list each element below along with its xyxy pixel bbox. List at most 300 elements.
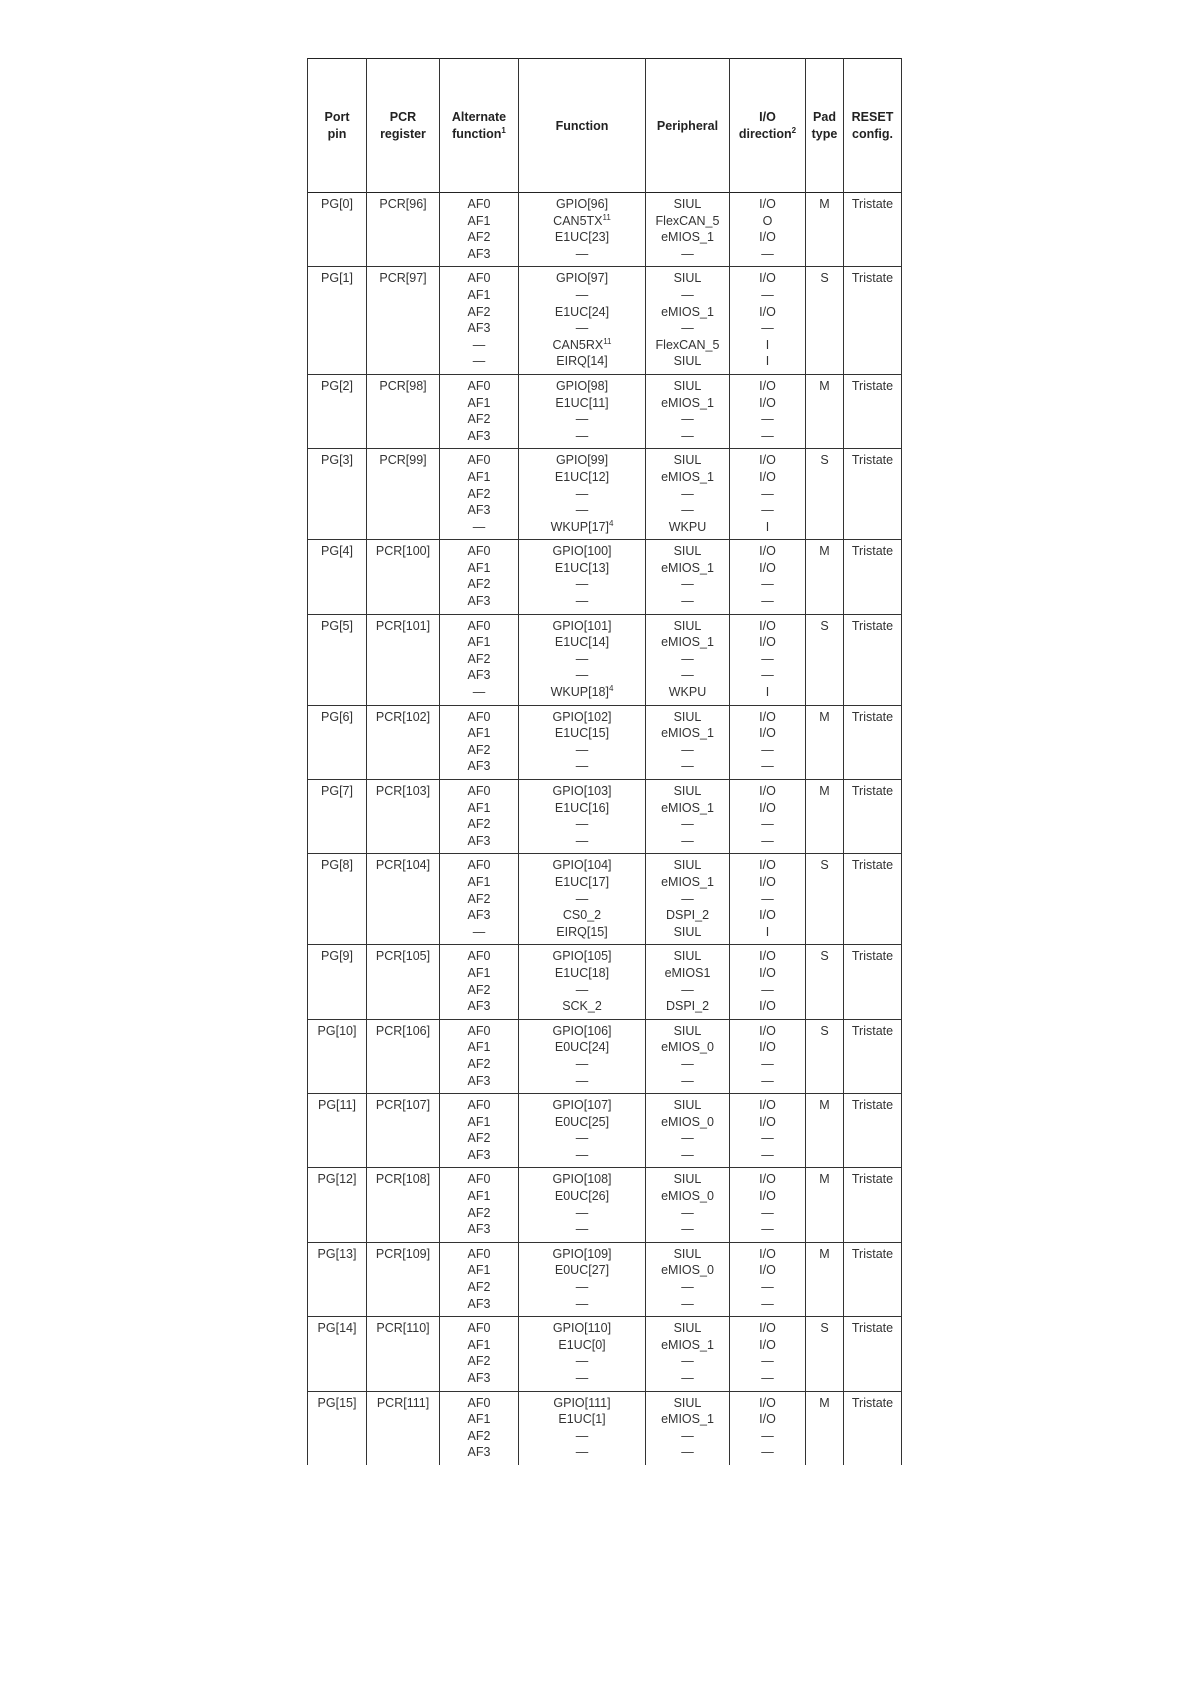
cell-peripheral-value: — [681, 594, 694, 609]
cell-function-value: — [575, 246, 589, 261]
cell-io-direction-line [730, 560, 805, 577]
cell-peripheral-value: SIUL [673, 354, 702, 369]
cell-port-pin [308, 614, 367, 705]
cell-io-direction-line [730, 1039, 805, 1056]
cell-function-value: — [575, 1445, 589, 1460]
cell-alternate-function-value: AF3 [467, 999, 491, 1014]
cell-peripheral [646, 854, 730, 945]
cell-io-direction-value: — [761, 486, 774, 501]
cell-peripheral-value: — [681, 1222, 694, 1237]
cell-peripheral-line [646, 246, 729, 263]
cell-peripheral-value: SIUL [673, 544, 702, 559]
cell-peripheral-line [646, 725, 729, 742]
cell-alternate-function-line [440, 378, 518, 395]
cell-reset-config-text: Tristate [851, 1098, 894, 1113]
cell-reset-config [844, 193, 902, 267]
cell-io-direction-line [730, 816, 805, 833]
cell-io-direction-value: — [761, 503, 774, 518]
cell-pcr-register-text: PCR[111] [376, 1395, 430, 1410]
cell-io-direction-line [730, 891, 805, 908]
cell-function-line [519, 742, 645, 759]
cell-alternate-function-value: AF3 [467, 1371, 491, 1385]
cell-io-direction-value: — [761, 1073, 774, 1088]
cell-port-pin-text: PG[6] [321, 709, 353, 724]
cell-io-direction-value: I/O [759, 908, 776, 923]
cell-io-direction-line [730, 246, 805, 263]
cell-alternate-function-line [440, 1171, 518, 1188]
cell-function-value: GPIO[98] [555, 378, 609, 393]
cell-peripheral-value: — [681, 891, 694, 906]
cell-io-direction-line [730, 1188, 805, 1205]
cell-function-line [519, 725, 645, 742]
cell-pad-type-text: M [819, 197, 830, 211]
cell-alternate-function-line [440, 1205, 518, 1222]
cell-pcr-register [367, 193, 440, 267]
cell-function-value: E1UC[14] [554, 635, 610, 650]
cell-io-direction [730, 1168, 806, 1242]
cell-alternate-function-value: AF3 [467, 759, 491, 774]
cell-function-line [519, 857, 645, 874]
cell-io-direction-line [730, 353, 805, 370]
cell-peripheral-line [646, 758, 729, 775]
cell-pad-type [806, 780, 844, 854]
cell-peripheral-line [646, 891, 729, 908]
cell-pcr-register-text: PCR[100] [375, 544, 431, 559]
cell-alternate-function-value: AF0 [467, 271, 491, 286]
cell-io-direction-line [730, 1147, 805, 1164]
cell-alternate-function-value: AF1 [467, 1337, 491, 1352]
cell-function [519, 1391, 646, 1465]
cell-peripheral-line [646, 337, 729, 354]
cell-peripheral-line [646, 229, 729, 246]
cell-io-direction-line [730, 1246, 805, 1263]
cell-alternate-function-line [440, 758, 518, 775]
cell-alternate-function-value: AF3 [467, 246, 491, 261]
cell-alternate-function [440, 705, 519, 779]
cell-function-line [519, 618, 645, 635]
header-dir-footnote: 2 [791, 125, 797, 135]
cell-io-direction-line [730, 320, 805, 337]
cell-alternate-function-line [440, 618, 518, 635]
cell-alternate-function-value: AF2 [467, 1428, 491, 1443]
cell-alternate-function-line [440, 667, 518, 684]
cell-peripheral-line [646, 213, 729, 230]
cell-port-pin [308, 945, 367, 1019]
cell-peripheral-value: DSPI_2 [665, 908, 710, 923]
cell-peripheral-value: SIUL [673, 453, 702, 468]
cell-peripheral-value: WKPU [668, 519, 707, 534]
cell-io-direction-line [730, 213, 805, 230]
cell-peripheral-line [646, 428, 729, 445]
cell-function-value: WKUP[18] [550, 685, 609, 700]
cell-io-direction [730, 449, 806, 540]
table-row [308, 854, 902, 945]
cell-pad-type [806, 1242, 844, 1316]
cell-reset-config [844, 780, 902, 854]
cell-alternate-function-line [440, 287, 518, 304]
cell-peripheral-value: — [681, 287, 694, 302]
cell-alternate-function-value: AF1 [467, 874, 491, 889]
cell-pad-type-text: M [819, 544, 830, 559]
cell-peripheral-line [646, 304, 729, 321]
cell-io-direction-line [730, 833, 805, 850]
cell-pcr-register [367, 614, 440, 705]
cell-peripheral-value: FlexCAN_5 [655, 337, 720, 352]
cell-reset-config [844, 1019, 902, 1093]
cell-alternate-function-line [440, 1262, 518, 1279]
cell-function-line [519, 998, 645, 1015]
cell-io-direction-line [730, 1411, 805, 1428]
cell-pad-type [806, 193, 844, 267]
cell-alternate-function-value: — [472, 924, 486, 939]
cell-io-direction-value: I/O [759, 1395, 776, 1410]
cell-function-value: GPIO[101] [552, 618, 612, 633]
cell-reset-config [844, 449, 902, 540]
cell-peripheral-line [646, 982, 729, 999]
cell-function-value: — [575, 742, 589, 757]
cell-alternate-function-line [440, 1097, 518, 1114]
cell-io-direction-line [730, 593, 805, 610]
cell-alternate-function-value: AF2 [467, 412, 491, 427]
cell-alternate-function-value: AF0 [467, 618, 491, 633]
cell-alternate-function-line [440, 907, 518, 924]
cell-alternate-function-line [440, 452, 518, 469]
cell-peripheral-value: SIUL [673, 949, 702, 964]
cell-reset-config-text: Tristate [851, 1395, 894, 1410]
cell-pcr-register-text: PCR[105] [375, 949, 431, 964]
cell-io-direction-value: — [761, 1296, 774, 1311]
cell-pad-type-text: S [820, 1321, 829, 1336]
cell-io-direction-line [730, 1337, 805, 1354]
cell-io-direction-line [730, 874, 805, 891]
cell-peripheral-line [646, 395, 729, 412]
cell-function-value: — [575, 287, 589, 302]
cell-function-value: — [575, 1371, 589, 1385]
cell-peripheral-line [646, 634, 729, 651]
cell-io-direction-value: I/O [759, 858, 776, 873]
cell-pad-type [806, 854, 844, 945]
cell-io-direction [730, 540, 806, 614]
cell-reset-config [844, 854, 902, 945]
cell-io-direction-value: I/O [759, 1023, 776, 1038]
cell-io-direction-line [730, 709, 805, 726]
cell-function [519, 267, 646, 375]
cell-alternate-function-line [440, 304, 518, 321]
cell-io-direction-value: — [761, 891, 774, 906]
cell-alternate-function-line [440, 1444, 518, 1461]
cell-alternate-function-value: AF2 [467, 651, 491, 666]
cell-alternate-function-line [440, 948, 518, 965]
cell-io-direction-line [730, 1171, 805, 1188]
cell-io-direction-line [730, 998, 805, 1015]
cell-peripheral [646, 1094, 730, 1168]
cell-alternate-function-line [440, 543, 518, 560]
cell-peripheral-value: eMIOS1 [664, 965, 711, 980]
cell-pad-type [806, 267, 844, 375]
cell-alternate-function-line [440, 1023, 518, 1040]
cell-alternate-function [440, 374, 519, 448]
cell-function-line [519, 634, 645, 651]
cell-peripheral-value: eMIOS_1 [661, 469, 714, 484]
cell-alternate-function-value: AF2 [467, 1280, 491, 1295]
cell-function-value: E1UC[12] [554, 469, 610, 484]
cell-peripheral-value: eMIOS_0 [661, 1189, 714, 1204]
cell-alternate-function-line [440, 742, 518, 759]
cell-function-value: — [575, 1280, 589, 1295]
cell-peripheral-value: SIUL [673, 618, 702, 633]
cell-io-direction [730, 1391, 806, 1465]
table-row [308, 1094, 902, 1168]
cell-peripheral-line [646, 1246, 729, 1263]
cell-alternate-function-value: AF1 [467, 469, 491, 484]
cell-peripheral-line [646, 924, 729, 941]
cell-function-line [519, 1147, 645, 1164]
cell-function-value: GPIO[102] [552, 709, 612, 724]
header-port-pin-line1: Port [324, 109, 350, 124]
header-port-pin-line2: pin [327, 126, 347, 141]
cell-function-value: GPIO[99] [555, 453, 609, 468]
cell-pcr-register-text: PCR[110] [376, 1321, 430, 1336]
cell-peripheral-value: SIUL [673, 784, 702, 798]
cell-function-line [519, 965, 645, 982]
cell-function [519, 1168, 646, 1242]
cell-io-direction-value: I/O [759, 469, 776, 484]
cell-peripheral-line [646, 816, 729, 833]
cell-alternate-function-value: AF3 [467, 428, 491, 443]
cell-peripheral-value: — [681, 412, 694, 427]
header-dir-line2: direction [738, 126, 792, 141]
cell-peripheral-value: SIUL [673, 271, 702, 286]
header-reset-config [844, 59, 902, 193]
cell-io-direction-value: I [765, 685, 770, 700]
cell-io-direction-line [730, 1130, 805, 1147]
cell-port-pin [308, 705, 367, 779]
cell-pcr-register-text: PCR[104] [375, 858, 431, 873]
footnote-ref: 11 [602, 212, 611, 222]
cell-peripheral-line [646, 320, 729, 337]
cell-function-value: E0UC[26] [554, 1189, 610, 1204]
cell-pad-type-text: M [819, 784, 830, 798]
cell-function-value: GPIO[103] [552, 784, 612, 798]
table-row [308, 1019, 902, 1093]
cell-port-pin [308, 193, 367, 267]
cell-pcr-register-text: PCR[103] [375, 784, 431, 798]
cell-port-pin-text: PG[4] [321, 544, 353, 559]
cell-alternate-function-line [440, 560, 518, 577]
header-dir-line1: I/O [759, 109, 776, 124]
cell-peripheral-value: SIUL [673, 1321, 702, 1336]
cell-peripheral-line [646, 560, 729, 577]
cell-function [519, 854, 646, 945]
cell-function [519, 945, 646, 1019]
cell-pad-type-text: S [820, 949, 829, 964]
cell-peripheral-value: — [681, 1056, 694, 1071]
cell-peripheral-line [646, 1114, 729, 1131]
cell-alternate-function-value: — [472, 354, 486, 369]
cell-function-value: — [575, 982, 589, 997]
cell-port-pin [308, 1019, 367, 1093]
cell-pcr-register-text: PCR[109] [375, 1246, 431, 1261]
cell-port-pin-text: PG[14] [317, 1321, 357, 1336]
cell-pad-type [806, 705, 844, 779]
table-row [308, 540, 902, 614]
cell-alternate-function-value: AF2 [467, 1056, 491, 1071]
cell-function-line [519, 1097, 645, 1114]
cell-io-direction-value: I/O [759, 874, 776, 889]
cell-peripheral-value: — [681, 1205, 694, 1220]
cell-alternate-function [440, 267, 519, 375]
cell-function-line [519, 246, 645, 263]
cell-pcr-register-text: PCR[107] [375, 1098, 431, 1113]
cell-alternate-function-value: AF3 [467, 594, 491, 609]
cell-alternate-function-line [440, 395, 518, 412]
header-reset-line2: config. [852, 126, 893, 141]
cell-peripheral-line [646, 618, 729, 635]
cell-peripheral-line [646, 1221, 729, 1238]
cell-alternate-function-line [440, 1428, 518, 1445]
cell-alternate-function-value: AF0 [467, 949, 491, 964]
cell-alternate-function-line [440, 725, 518, 742]
cell-peripheral-line [646, 857, 729, 874]
table-row [308, 449, 902, 540]
cell-reset-config-text: Tristate [851, 709, 894, 724]
cell-peripheral-line [646, 783, 729, 800]
cell-function-line [519, 1320, 645, 1337]
cell-function [519, 540, 646, 614]
cell-peripheral-value: eMIOS_1 [661, 304, 714, 319]
cell-pcr-register-text: PCR[99] [379, 453, 427, 468]
cell-reset-config-text: Tristate [851, 378, 894, 393]
cell-alternate-function-value: AF3 [467, 908, 491, 923]
cell-alternate-function-value: AF1 [467, 1263, 491, 1278]
cell-port-pin [308, 1168, 367, 1242]
cell-peripheral-line [646, 709, 729, 726]
cell-alternate-function-line [440, 1056, 518, 1073]
cell-peripheral-value: eMIOS_0 [661, 1114, 714, 1129]
cell-peripheral-value: — [681, 982, 694, 997]
cell-alternate-function [440, 540, 519, 614]
cell-io-direction-value: I/O [759, 635, 776, 650]
cell-alternate-function-line [440, 196, 518, 213]
cell-function-value: GPIO[108] [552, 1172, 612, 1187]
cell-alternate-function-value: AF0 [467, 378, 491, 393]
cell-function-value: — [575, 1296, 589, 1311]
cell-alternate-function-value: AF1 [467, 726, 491, 741]
cell-peripheral-line [646, 519, 729, 536]
cell-peripheral-line [646, 486, 729, 503]
cell-alternate-function-line [440, 1114, 518, 1131]
cell-alternate-function-line [440, 1279, 518, 1296]
cell-peripheral-value: — [681, 651, 694, 666]
cell-io-direction [730, 1094, 806, 1168]
cell-peripheral-line [646, 270, 729, 287]
cell-function-value: GPIO[109] [552, 1246, 612, 1261]
cell-peripheral-value: — [681, 817, 694, 832]
cell-alternate-function [440, 854, 519, 945]
cell-io-direction-line [730, 1370, 805, 1387]
cell-reset-config-text: Tristate [851, 1172, 894, 1187]
cell-io-direction-line [730, 486, 805, 503]
cell-port-pin [308, 1094, 367, 1168]
cell-function-value: — [575, 1131, 589, 1146]
cell-peripheral-line [646, 1056, 729, 1073]
cell-reset-config-text: Tristate [851, 544, 894, 559]
cell-alternate-function-line [440, 1188, 518, 1205]
cell-alternate-function-line [440, 428, 518, 445]
cell-function-line [519, 1171, 645, 1188]
cell-alternate-function-value: AF3 [467, 1073, 491, 1088]
cell-function-line [519, 1370, 645, 1387]
cell-io-direction-line [730, 287, 805, 304]
cell-peripheral-value: eMIOS_1 [661, 635, 714, 650]
cell-alternate-function-line [440, 1411, 518, 1428]
cell-peripheral-line [646, 1205, 729, 1222]
cell-function-line [519, 891, 645, 908]
cell-function-value: — [575, 412, 589, 427]
cell-pcr-register [367, 854, 440, 945]
cell-function-line [519, 1130, 645, 1147]
cell-pcr-register-text: PCR[98] [379, 378, 427, 393]
cell-port-pin-text: PG[0] [321, 197, 353, 211]
cell-peripheral-value: — [681, 1296, 694, 1311]
cell-alternate-function-line [440, 982, 518, 999]
cell-alternate-function-value: AF2 [467, 230, 491, 245]
cell-function [519, 193, 646, 267]
cell-peripheral-line [646, 502, 729, 519]
cell-function-line [519, 196, 645, 213]
cell-peripheral-line [646, 1320, 729, 1337]
cell-pad-type [806, 449, 844, 540]
cell-peripheral-value: eMIOS_1 [661, 230, 714, 245]
cell-function-value: — [575, 1147, 589, 1162]
cell-io-direction [730, 614, 806, 705]
cell-alternate-function [440, 1242, 519, 1316]
cell-function-line [519, 709, 645, 726]
cell-io-direction-value: I [765, 924, 770, 939]
cell-pcr-register [367, 945, 440, 1019]
cell-io-direction-line [730, 1296, 805, 1313]
header-alt-line2: function [452, 126, 502, 141]
table-row [308, 267, 902, 375]
cell-io-direction-line [730, 1114, 805, 1131]
cell-pad-type-text: M [819, 1098, 830, 1113]
cell-io-direction-value: I/O [759, 1263, 776, 1278]
cell-pad-type-text: S [820, 858, 829, 873]
cell-alternate-function-line [440, 965, 518, 982]
cell-function [519, 1317, 646, 1391]
cell-function-line [519, 428, 645, 445]
cell-io-direction-line [730, 982, 805, 999]
cell-function-line [519, 924, 645, 941]
cell-peripheral-value: — [681, 486, 694, 501]
table-row [308, 193, 902, 267]
cell-pad-type [806, 614, 844, 705]
cell-pcr-register [367, 1094, 440, 1168]
cell-port-pin [308, 1317, 367, 1391]
cell-function-line [519, 783, 645, 800]
table-header [308, 59, 902, 193]
cell-io-direction-value: I/O [759, 1114, 776, 1129]
cell-io-direction-value: — [761, 1445, 774, 1460]
cell-io-direction-value: — [761, 759, 774, 774]
cell-peripheral-value: SIUL [673, 709, 702, 724]
cell-alternate-function [440, 1391, 519, 1465]
cell-function-value: GPIO[106] [552, 1023, 612, 1038]
cell-pad-type [806, 1019, 844, 1093]
cell-function-value: — [575, 651, 589, 666]
cell-io-direction-line [730, 1262, 805, 1279]
cell-function [519, 1242, 646, 1316]
